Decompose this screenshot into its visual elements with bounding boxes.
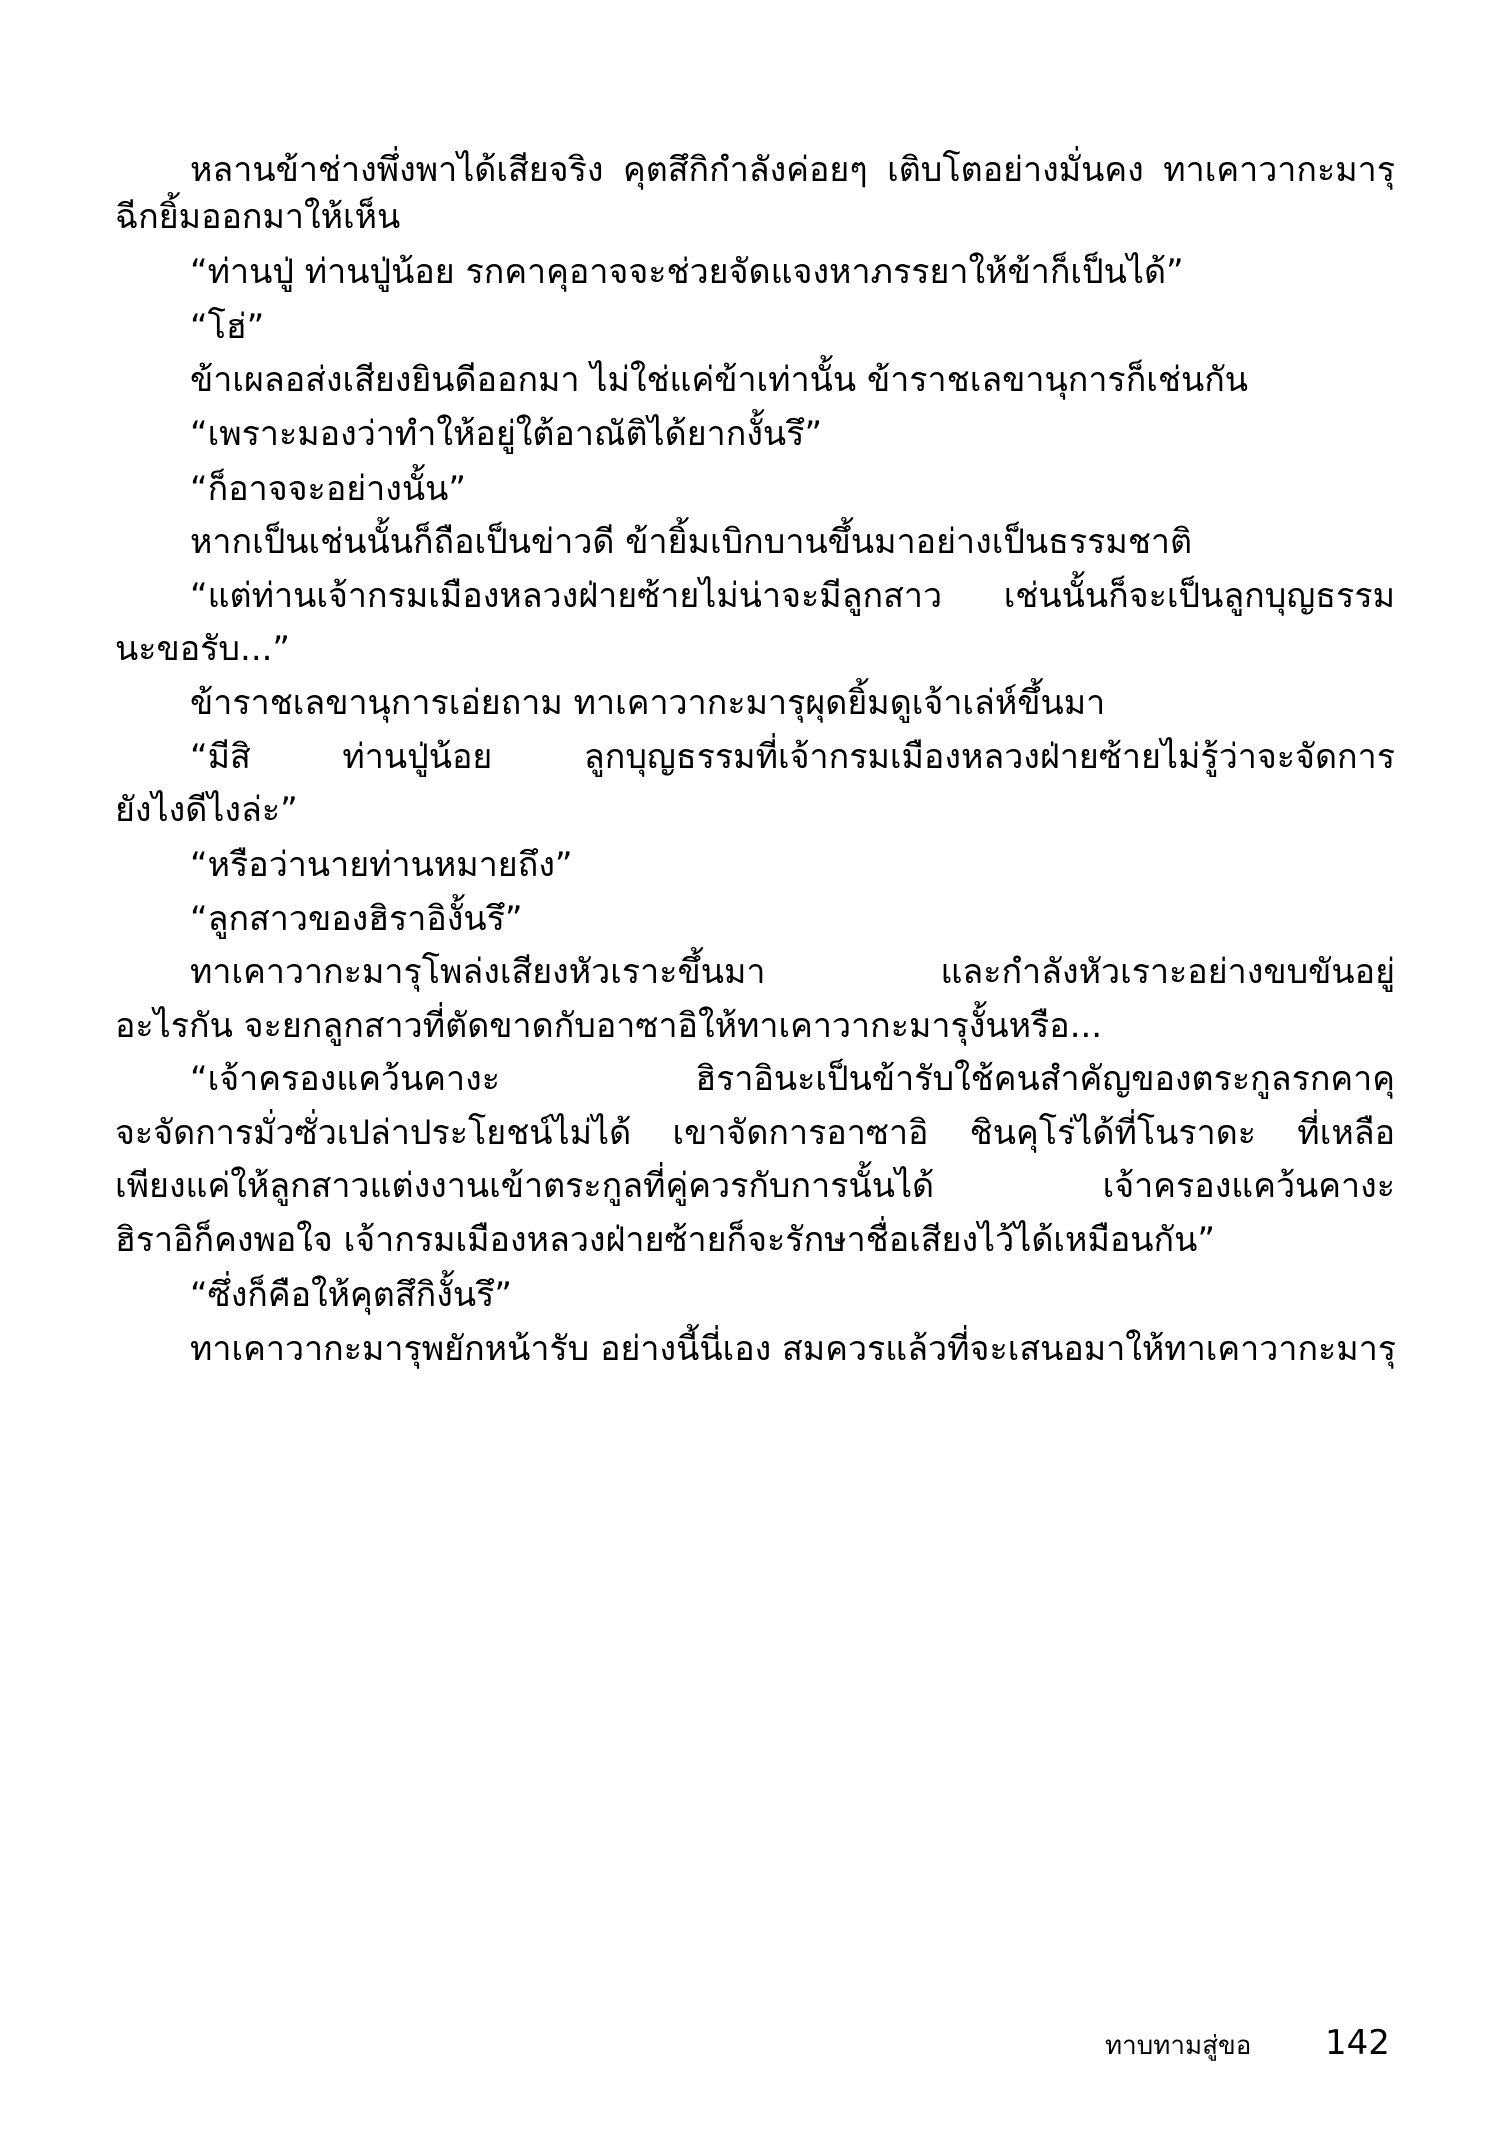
text-line: “หรือว่านายท่านหมายถึง” [190,845,573,885]
text-line: “เพราะมองว่าทำให้อยู่ใต้อาณัติได้ยากงั้นรึ” [190,414,823,454]
text-line: “ลูกสาวของฮิราอิงั้นรึ” [190,899,523,939]
page-number: 142 [1325,2023,1390,2063]
text-line: หากเป็นเช่นนั้นก็ถือเป็นข่าวดี ข้ายิ้มเบิกบานขึ้นมาอย่างเป็นธรรมชาติ [190,522,1193,562]
text-line: อะไรกัน จะยกลูกสาวที่ตัดขาดกับอาซาอิให้ทาเคาวากะมารุงั้นหรือ... [115,1006,1103,1046]
text-line: จะจัดการมั่วซั่วเปล่าประโยชน์ไม่ได้ เขาจัดการอาซาอิ ชินคุโร่ได้ที่โนราดะ ที่เหลือ [115,1113,1395,1153]
text-line: หลานข้าช่างพึ่งพาได้เสียจริง คุตสึกิกำลังค่อยๆ เติบโตอย่างมั่นคง ทาเคาวากะมารุ [190,150,1395,190]
text-line: เพียงแค่ให้ลูกสาวแต่งงานเข้าตระกูลที่คู่ควรกับการนั้นได้ เจ้าครองแคว้นคางะ [115,1166,1395,1206]
text-line: “ซึ่งก็คือให้คุตสึกิงั้นรึ” [190,1275,512,1315]
text-line: ข้าราชเลขานุการเอ่ยถาม ทาเคาวากะมารุผุดยิ้มดูเจ้าเล่ห์ขึ้นมา [190,683,1106,723]
text-line: ทาเคาวากะมารุพยักหน้ารับ อย่างนี้นี่เอง สมควรแล้วที่จะเสนอมาให้ทาเคาวากะมารุ [190,1329,1397,1369]
text-line: “มีสิ ท่านปู่น้อย ลูกบุญธรรมที่เจ้ากรมเมืองหลวงฝ่ายซ้ายไม่รู้ว่าจะจัดการ [190,737,1395,777]
text-line: ฮิราอิก็คงพอใจ เจ้ากรมเมืองหลวงฝ่ายซ้ายก็จะรักษาชื่อเสียงไว้ได้เหมือนกัน” [115,1220,1215,1260]
text-line: “แต่ท่านเจ้ากรมเมืองหลวงฝ่ายซ้ายไม่น่าจะมีลูกสาว เช่นนั้นก็จะเป็นลูกบุญธรรม [190,576,1395,616]
text-line: ทาเคาวากะมารุโพล่งเสียงหัวเราะขึ้นมา และกำลังหัวเราะอย่างขบขันอยู่ [190,952,1395,992]
text-line: “เจ้าครองแคว้นคางะ ฮิราอินะเป็นข้ารับใช้คนสำคัญของตระกูลรกคาคุ [190,1059,1395,1099]
running-title: ทาบทามสู่ขอ [1105,2031,1252,2061]
text-line: ยังไงดีไงล่ะ” [115,790,298,830]
text-line: นะขอรับ...” [115,629,291,669]
page-footer [0,2020,1512,2080]
text-line: ข้าเผลอส่งเสียงยินดีออกมา ไม่ใช่แค่ข้าเท่านั้น ข้าราชเลขานุการก็เช่นกัน [190,360,1249,400]
text-line: “โฮ่” [190,307,265,347]
text-line: “ท่านปู่ ท่านปู่น้อย รกคาคุอาจจะช่วยจัดแจงหาภรรยาให้ข้าก็เป็นได้” [190,252,1184,292]
text-line: ฉีกยิ้มออกมาให้เห็น [115,197,401,237]
text-line: “ก็อาจจะอย่างนั้น” [190,469,466,509]
